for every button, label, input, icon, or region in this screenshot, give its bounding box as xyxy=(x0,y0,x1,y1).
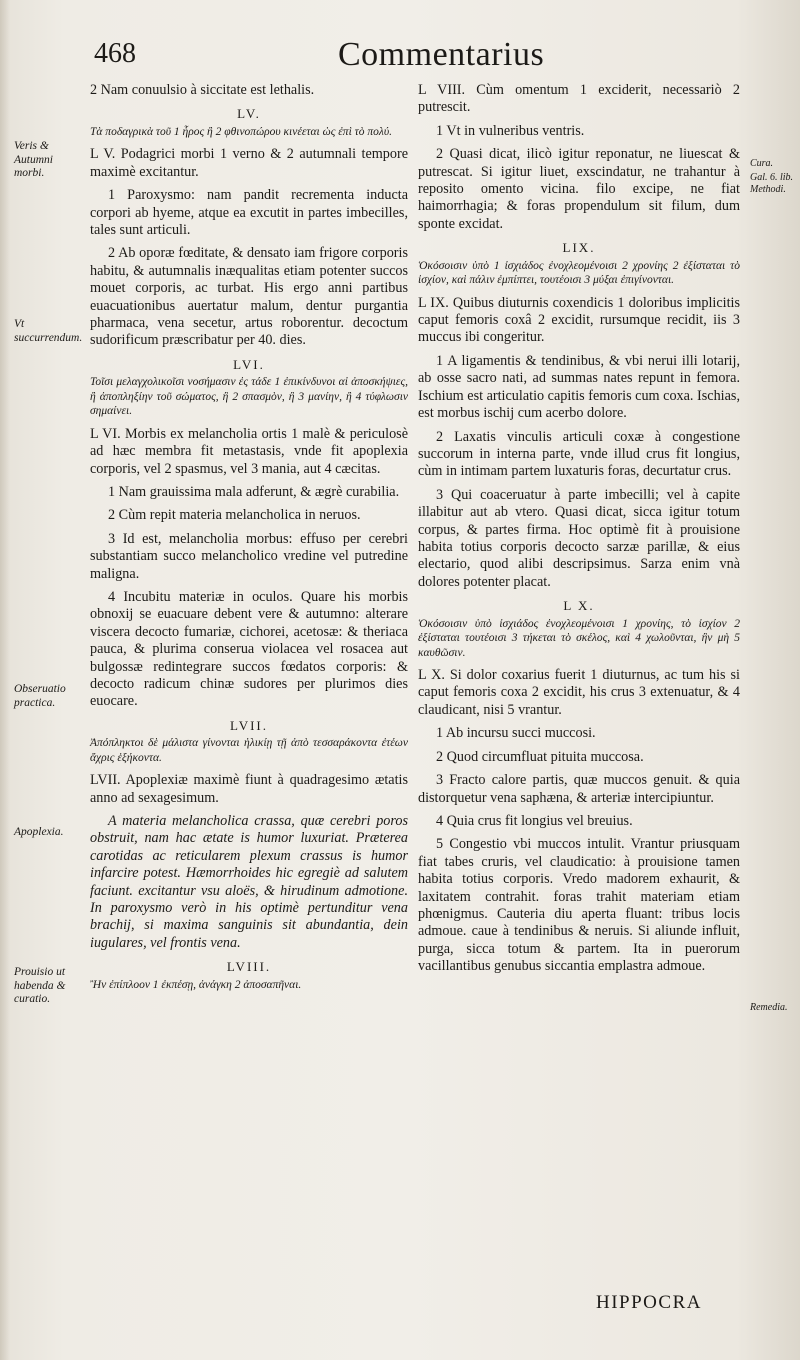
aphorism-latin: L VIII. Cùm omentum 1 exciderit, necessariò 2 putrescit. xyxy=(418,82,740,116)
commentary-paragraph: 4 Incubitu materiæ in oculos. Quare his morbis obnoxij se euacuare debent vere & autumno: alterare viscera decocto fumariæ, cichorei, acetosæ: & theriaca pauca, & plurima conserua violacea vel rosacea aut bulgossæ redintegrare succos fœdatos corporis: & decocto radicum chinæ sudores per plurimos dies euocare. xyxy=(90,588,408,710)
aphorism-latin: L X. Si dolor coxarius fuerit 1 diuturnus, ac tum his si caput femoris coxa 2 excidit, his crus 3 extenuatur, & 4 claudicant, nisi 5 vrantur. xyxy=(418,667,740,718)
commentary-paragraph: 2 Cùm repit materia melancholica in neruos. xyxy=(108,507,361,524)
margin-note-cura: Cura. xyxy=(750,158,774,169)
commentary-paragraph: 2 Laxatis vinculis articuli coxæ à congestione succorum in interna parte, vnde illud crus fit longius, cùm in intimam partem luxaturis foras, decurtatur crus. xyxy=(418,428,740,480)
margin-note-remedia: Remedia. xyxy=(750,1002,788,1013)
catchword: HIPPOCRA xyxy=(596,1292,702,1313)
aphorism-latin: L V. Podagrici morbi 1 verno & 2 autumnali tempore maximè excitantur. xyxy=(90,146,408,180)
section-number: LVII. xyxy=(229,717,269,733)
section-number: L X. xyxy=(563,598,595,614)
commentary-paragraph: 2 Quasi dicat, ilicò igitur reponatur, ne liuescat & putrescat. Si igitur liuet, exscindatur, ne trahantur à reposito omento vicina. filo excipe, ne fiat haimorrhagia; & foras propendulum sit filum, dum sponte excidat. xyxy=(418,146,740,232)
commentary-paragraph: 3 Fracto calore partis, quæ muccos genuit. & quia distorquetur vena saphæna, & arteriæ intercipiuntur. xyxy=(418,772,740,806)
commentary-paragraph: 1 Paroxysmo: nam pandit recrementa inducta corpori ab hyeme, atque ea excutit in partes imbecilles, tales sunt articuli. xyxy=(90,187,408,238)
aphorism-latin: L VI. Morbis ex melancholia ortis 1 malè & periculosè ad hæc membra fit metastasis, vnde fit apoplexia corporis, vel 2 spasmus, vel 3 mania, aut 4 cæcitas. xyxy=(90,425,408,477)
greek-aphorism: Ἢν ἐπίπλοον 1 ἐκπέσῃ, ἀνάγκη 2 ἀποσαπῆναι. xyxy=(90,978,302,991)
greek-aphorism: Ἀπόπληκτοι δὲ μάλιστα γίνονται ἡλικίῃ τῇ ἀπὸ τεσσαράκοντα ἐτέων ἄχρις ἑξήκοντα. xyxy=(90,737,408,764)
margin-note-veris: Veris & Autumni morbi. xyxy=(14,140,53,179)
margin-note-galen: Gal. 6. lib. Methodi. xyxy=(750,172,794,195)
commentary-paragraph: 1 Ab incursu succi muccosi. xyxy=(436,725,596,742)
margin-note-vt-succurrendum: Vt succurrendum. xyxy=(14,318,83,344)
section-number: LVI. xyxy=(233,356,265,372)
section-number: LVIII. xyxy=(226,959,272,975)
running-head: Commentarius xyxy=(338,36,545,73)
page-gutter-shadow xyxy=(0,0,10,1360)
section-number: LV. xyxy=(237,106,261,122)
page-number: 468 xyxy=(94,38,136,69)
margin-note-prouisio: Prouisio ut habenda & curatio. xyxy=(14,966,66,1005)
commentary-paragraph: 3 Id est, melancholia morbus: effuso per cerebri substantiam succo melancholico vredine vel putredine maligna. xyxy=(90,530,408,582)
margin-note-obseruatio: Obseruatio practica. xyxy=(14,683,66,709)
commentary-paragraph: 1 Vt in vulneribus ventris. xyxy=(436,122,585,139)
commentary-paragraph: 2 Quod circumfluat pituita muccosa. xyxy=(436,748,644,765)
commentary-paragraph: 3 Qui coaceruatur à parte imbecilli; vel à capite illabitur aut ab vtero. Quasi dicat, sicca igitur totum corpus, & partes firma. Hoc optimè fit à prouisione habita totius corporis decocto sarzæ parillæ, & eius electario, quod alibi descripsimus. Sarza enim vnà dolores potenter placat. xyxy=(418,486,740,590)
section-number: LIX. xyxy=(562,240,596,256)
aphorism-latin: L IX. Quibus diuturnis coxendicis 1 doloribus implicitis caput femoris coxâ 2 excidit, rursumque recidit, iis 3 muccus ibi congeritur. xyxy=(418,294,740,346)
greek-aphorism: Τοῖσι μελαγχολικοῖσι νοσήμασιν ἐς τάδε 1 ἐπικίνδυνοι αἱ ἀποσκήψιες, ἢ ἀποπληξίην τοῦ σώματος, ἢ 2 σπασμὸν, ἢ 3 μανίην, ἢ 4 τύφλωσιν σημαίνει. xyxy=(90,376,408,418)
commentary-paragraph: 2 Ab oporæ fœditate, & densato iam frigore corporis habitu, & autumnalis inæqualitas etiam potenter succos mouet corporis, ac turbat. His ergo anni partibus euacuationibus auertatur malum, dentur purgantia pharmaca, vena secetur, artus roborentur. decoctum sudorificum præscribatur per 40. dies. xyxy=(90,245,408,349)
greek-aphorism: Ὁκόσοισιν ὑπὸ ἰσχιάδος ἐνοχλεομένοισι 1 χρονίης, τὸ ἰσχίον 2 ἐξίσταται τουτέοισι 3 τήκεται τὸ σκέλος, καὶ 4 χωλοῦνται, ἢν μὴ 5 καυθῶσιν. xyxy=(418,617,740,659)
commentary-paragraph: 4 Quia crus fit longius vel breuius. xyxy=(436,812,633,829)
aphorism-latin: LVII. Apoplexiæ maximè fiunt à quadragesimo ætatis anno ad sexagesimum. xyxy=(90,772,408,806)
italic-commentary: A materia melancholica crassa, quæ cerebri poros obstruit, nam hac ætate is humor luxuriat. Præterea carotidas ac reticularem plexum crassus is humor infarcire potest. Hæmorrhoides hic egregiè ad salutem faciunt. excitantur vsu aloës, & hirudinum admotione. In paroxysmo verò in his optimè pertunditur vena brachij, si maxima sanguinis sit abundantia, dein iugulares, vel frontis vena. xyxy=(90,813,408,951)
commentary-paragraph: 5 Congestio vbi muccos intulit. Vrantur priusquam fiat tabes cruris, vel claudicatio: à prouisione tamen habita totius corporis. Vredo madorem exhaurit, & laxitatem contrahit. foras trahit materiam etiam phœnigmus. Cauteria diu aperta fluant: tribus locis admoue. caue à tendinibus & neruis. Si aliunde influit, purga, sicca totum & partem. Ita in puerorum vacillantibus genubus siccantia emplastra admoue. xyxy=(418,836,740,975)
paragraph: 2 Nam conuulsio à siccitate est lethalis. xyxy=(90,82,315,98)
page-header xyxy=(90,38,730,84)
commentary-paragraph: 1 A ligamentis & tendinibus, & vbi nerui illi lotarij, ab osse sacro nati, ad summas nates repunt in femora. Ischium est articulatio capitis femoris cum coxa. Ischias, est morbus ischij cum acerbo dolore. xyxy=(418,352,740,422)
left-column xyxy=(90,82,408,999)
right-column xyxy=(418,82,740,982)
margin-note-apoplexia: Apoplexia. xyxy=(14,826,64,838)
greek-aphorism: Ὁκόσοισιν ὑπὸ 1 ἰσχιάδος ἐνοχλεομένοισι 2 χρονίης 2 ἐξίσταται τὸ ἰσχίον, καὶ πάλιν ἐμπίπτει, τουτέοισι 3 μύξαι ἐπιγίνονται. xyxy=(418,259,740,287)
commentary-paragraph: 1 Nam grauissima mala adferunt, & ægrè curabilia. xyxy=(108,483,400,500)
greek-aphorism: Τὰ ποδαγρικὰ τοῦ 1 ἦρος ἢ 2 φθινοπώρου κινέεται ὡς ἐπὶ τὸ πολύ. xyxy=(90,125,393,138)
